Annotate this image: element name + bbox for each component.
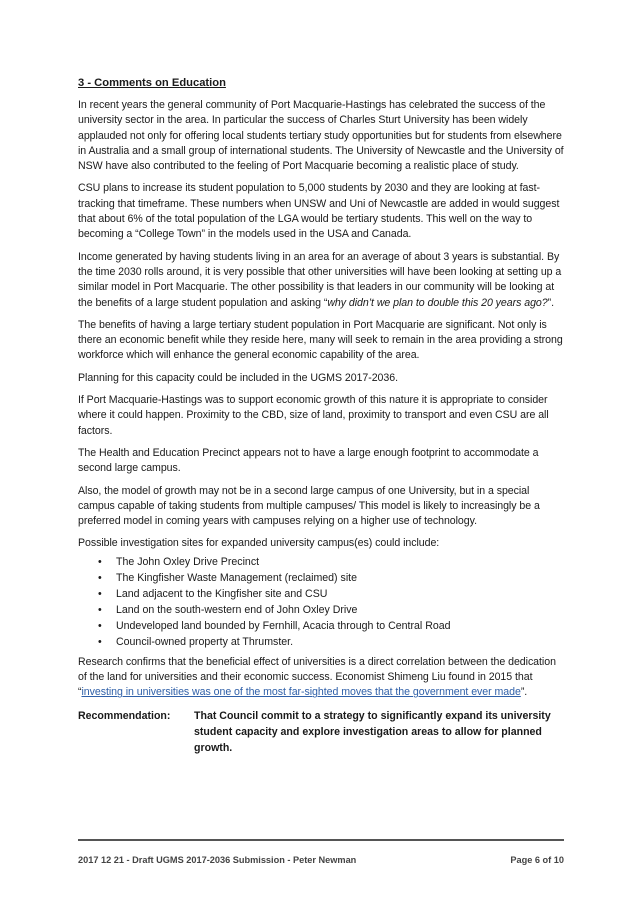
paragraph-investigation-sites: Possible investigation sites for expanded university campus(es) could include:	[78, 537, 440, 550]
bullet-icon: •	[98, 555, 102, 568]
list-item: • Council-owned property at Thrumster.	[98, 635, 294, 648]
bullet-icon: •	[98, 603, 102, 616]
bullet-icon: •	[98, 635, 102, 648]
recommendation-block	[78, 708, 564, 756]
paragraph-research	[78, 655, 564, 701]
paragraph-benefits: The benefits of having a large tertiary student population in Port Macquarie are significant. Not only is there an economic benefit while they reside here, many will seek to remain in the area providing a strong workforce which will enhance the general economic capability of the area.	[78, 318, 563, 362]
paragraph-health-precinct: The Health and Education Precinct appears not to have a large enough footprint to accommodate a second large campus.	[78, 446, 539, 475]
paragraph-planning: Planning for this capacity could be included in the UGMS 2017-2036.	[78, 371, 398, 384]
income-quote: why didn’t we plan to double this 20 years ago?	[327, 296, 548, 309]
list-item: • The Kingfisher Waste Management (reclaimed) site	[98, 571, 358, 584]
list-item: • Land on the south-western end of John Oxley Drive	[98, 603, 358, 616]
bullet-icon: •	[98, 587, 102, 600]
section-heading: 3 - Comments on Education	[78, 77, 226, 89]
document-body	[78, 76, 564, 756]
research-link[interactable]: investing in universities was one of the most far-sighted moves that the government ever made	[81, 686, 521, 699]
recommendation-text: That Council commit to a strategy to significantly expand its university student capacity and explore investigation areas to allow for planned growth.	[194, 709, 551, 754]
research-end: ”.	[520, 686, 528, 699]
income-text: Income generated by having students living in an area for an average of about 3 years is substantial. By the time 2030 rolls around, it is very possible that other universities will have been looking at setting up a similar model in Port Macquarie. The other possibility is that leaders in our community will be looking at the benefits of a large student population and asking “	[78, 250, 562, 309]
paragraph-model-growth: Also, the model of growth may not be in a second large campus of one University, but in a special campus capable of taking students from multiple campuses/ This model is likely to increasingly be a preferred model in coming years with campuses relying on a higher use of technology.	[78, 484, 540, 528]
list-item: • Undeveloped land bounded by Fernhill, Acacia through to Central Road	[98, 619, 451, 632]
bullet-icon: •	[98, 571, 102, 584]
list-item: • The John Oxley Drive Precinct	[98, 555, 260, 568]
research-text: Research confirms that the beneficial effect of universities is a direct correlation between the dedication of the land for universities and their economic success. Economist Shimeng Liu found in 2015 that “	[78, 655, 556, 699]
footer-title: 2017 12 21 - Draft UGMS 2017-2036 Submission - Peter Newman	[78, 855, 357, 865]
paragraph-economic-growth: If Port Macquarie-Hastings was to support economic growth of this nature it is appropriate to consider where it could happen. Proximity to the CBD, size of land, proximity to transport and even CSU are all factors.	[78, 394, 549, 437]
paragraph-intro: In recent years the general community of Port Macquarie-Hastings has celebrated the success of the university sector in the area. In particular the success of Charles Sturt University has been widely applauded not only for offering local students tertiary study opportunities but for students from elsewhere in Australia and a small group of international students. The University of Newcastle and the University of NSW have also contributed to the feeling of Port Macquarie becoming a realistic place of study.	[78, 99, 564, 173]
income-end: ”.	[547, 296, 554, 309]
recommendation-label: Recommendation:	[78, 709, 171, 722]
list-item: • Land adjacent to the Kingfisher site and CSU	[98, 587, 328, 600]
page-footer	[78, 855, 564, 865]
footer-page-number: Page 6 of 10	[510, 855, 564, 865]
sites-list	[78, 554, 564, 650]
footer-divider	[78, 839, 564, 841]
paragraph-income	[78, 250, 564, 311]
paragraph-csu-plans: CSU plans to increase its student population to 5,000 students by 2030 and they are looking at fast-tracking that timeframe. These numbers when UNSW and Uni of Newcastle are added in would suggest that about 6% of the total population of the LGA would be tertiary students. This well on the way to becoming a “College Town” in the models used in the USA and Canada.	[78, 182, 560, 241]
bullet-icon: •	[98, 619, 102, 632]
